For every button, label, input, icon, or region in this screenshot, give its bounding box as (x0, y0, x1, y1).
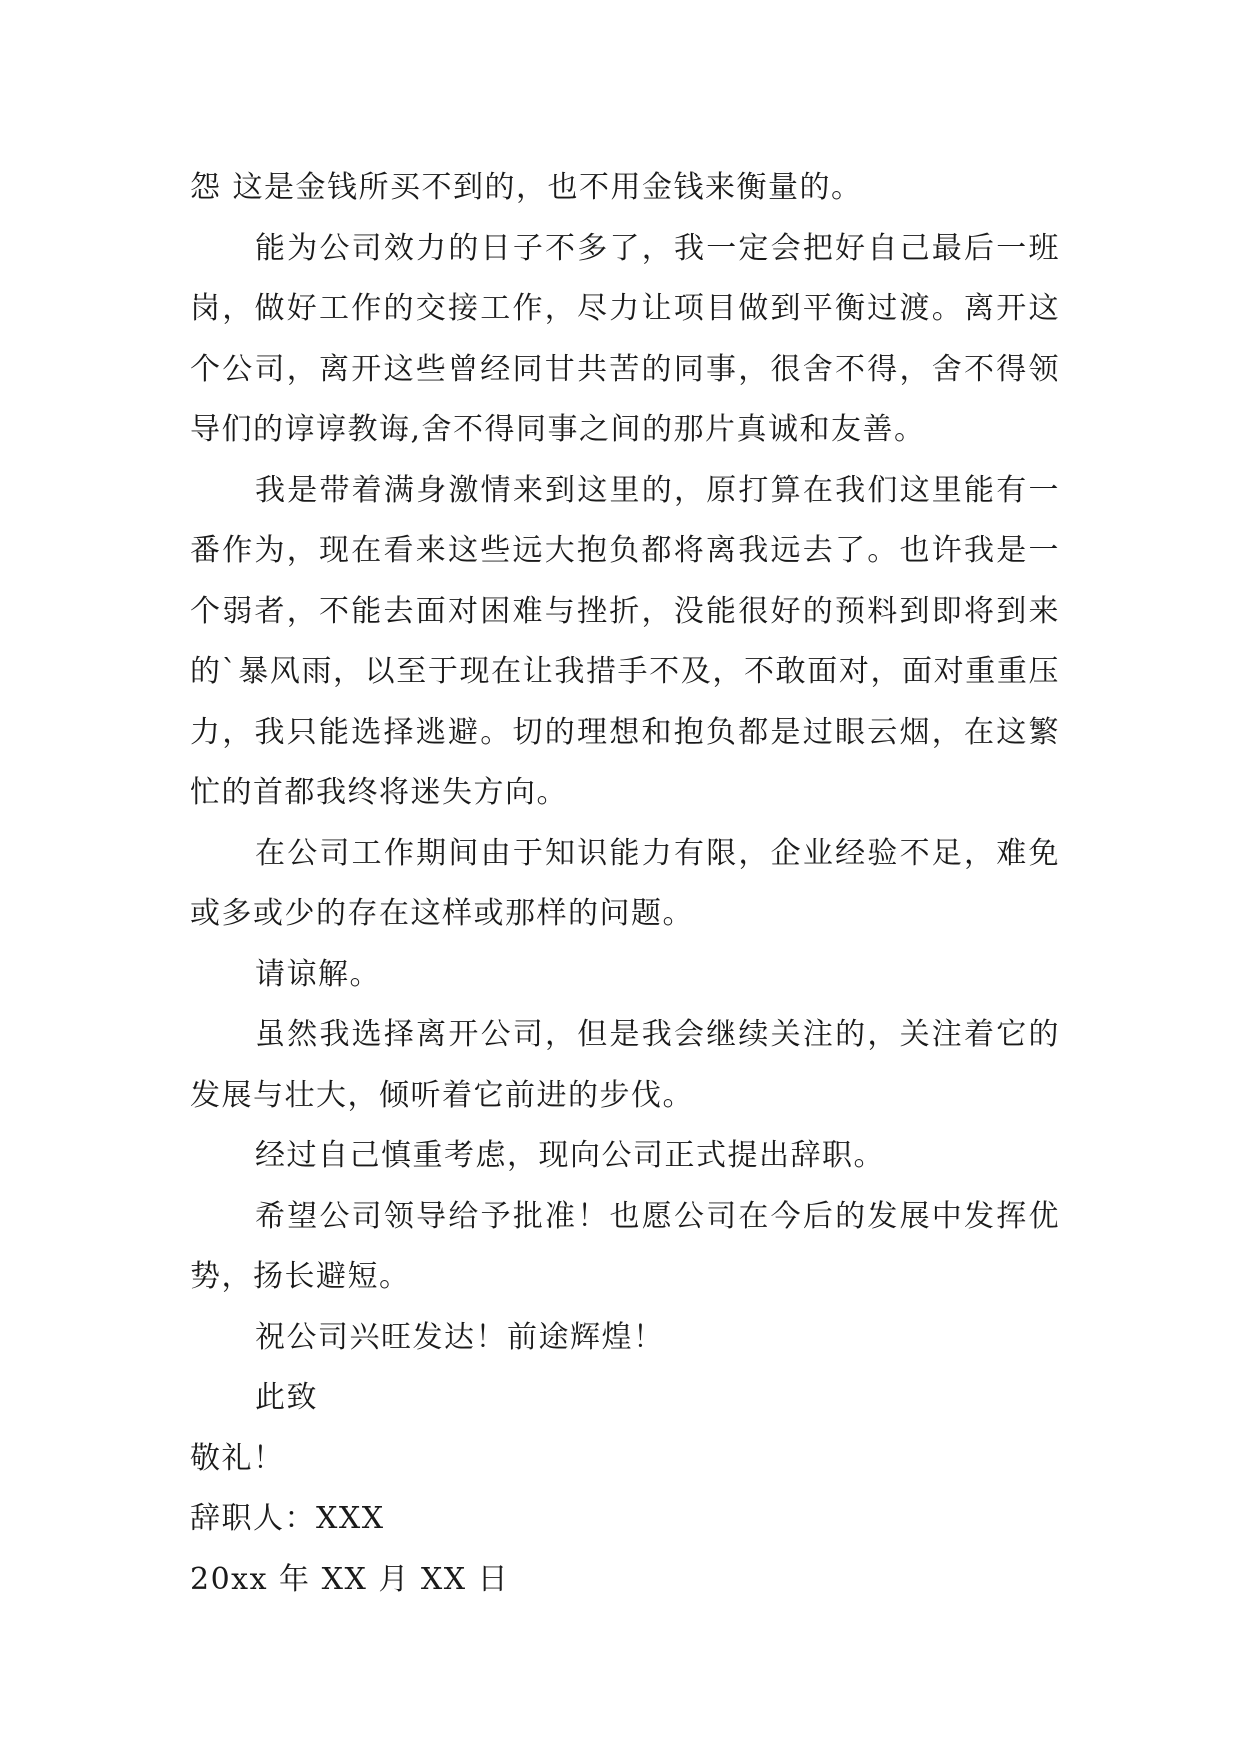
letter-body (190, 158, 1060, 1610)
date: 20xx 年 XX 月 XX 日 (190, 1561, 510, 1597)
paragraph-continuation: 怨 这是金钱所买不到的，也不用金钱来衡量的。 (190, 170, 863, 205)
paragraph-closing: 此致 (255, 1380, 318, 1415)
paragraph-handover: 能为公司效力的日子不多了，我一定会把好自己最后一班岗，做好工作的交接工作，尽力让项目做到平衡过渡。离开这个公司，离开这些曾经同甘共苦的同事，很舍不得，舍不得领导们的谆谆教诲,舍不得同事之间的那片真诚和友善。 (190, 230, 1060, 447)
paragraph-shortcomings: 在公司工作期间由于知识能力有限，企业经验不足，难免或多或少的存在这样或那样的问题。 (190, 835, 1060, 931)
paragraph-resignation-request: 经过自己慎重考虑，现向公司正式提出辞职。 (255, 1138, 885, 1173)
paragraph-apology: 请谅解。 (255, 956, 381, 992)
paragraph-continue-attention: 虽然我选择离开公司，但是我会继续关注的，关注着它的发展与壮大，倾听着它前进的步伐。 (190, 1017, 1060, 1113)
salutation: 敬礼！ (190, 1440, 285, 1476)
signature: 辞职人：XXX (190, 1501, 385, 1536)
paragraph-ambition: 我是带着满身激情来到这里的，原打算在我们这里能有一番作为，现在看来这些远大抱负都将离我远去了。也许我是一个弱者，不能去面对困难与挫折，没能很好的预料到即将到来的`暴风雨，以至于现在让我措手不及，不敢面对，面对重重压力，我只能选择逃避。切的理想和抱负都是过眼云烟，在这繁忙的首都我终将迷失方向。 (190, 472, 1060, 810)
paragraph-blessing: 祝公司兴旺发达！前途辉煌！ (255, 1319, 665, 1355)
paragraph-approval-wish: 希望公司领导给予批准！也愿公司在今后的发展中发挥优势，扬长避短。 (190, 1198, 1060, 1294)
